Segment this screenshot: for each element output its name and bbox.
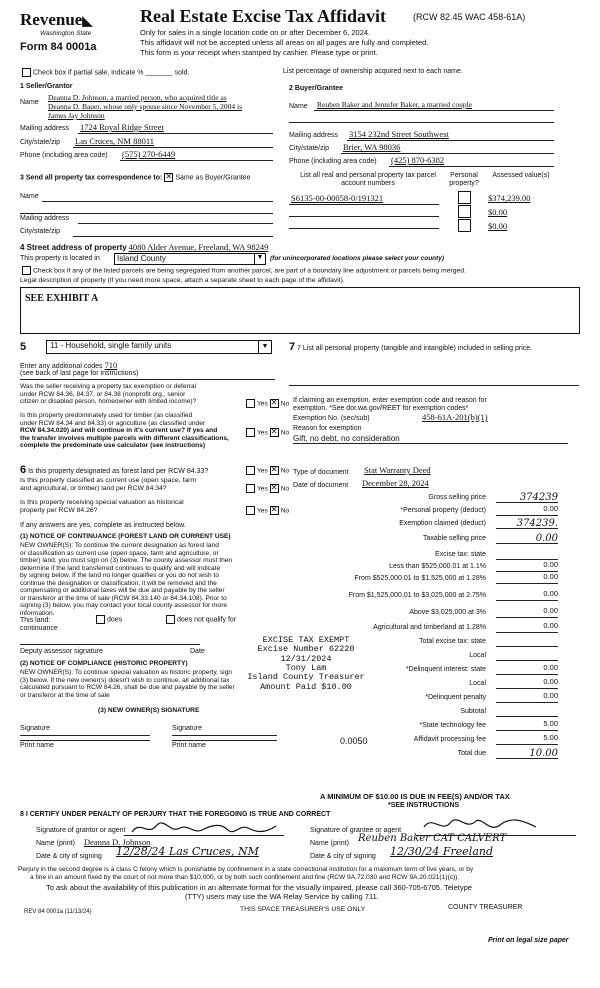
buyer-address[interactable]: 3154 232nd Street Southwest — [349, 129, 449, 139]
stamp-line: Island County Treasurer — [247, 672, 365, 683]
county-treasurer-label: COUNTY TREASURER — [448, 904, 523, 911]
street-address-label: 4 Street address of property — [20, 243, 127, 252]
grantor-name[interactable]: Deanna D. Johnson — [84, 837, 151, 847]
personal-property-checkbox-3[interactable] — [458, 219, 471, 232]
county-value: Island County — [117, 254, 166, 263]
form-title: Real Estate Excise Tax Affidavit — [140, 6, 386, 26]
stamp-line: Amount Paid $10.00 — [260, 681, 352, 692]
corr-city-rule — [73, 236, 273, 237]
calc-row-label: *Personal property (deduct) — [400, 507, 486, 514]
see-instructions: *SEE INSTRUCTIONS — [388, 802, 460, 809]
q1-line1: Was the seller receiving a property tax exemption or deferral — [20, 383, 197, 390]
q1-no-label: No — [280, 400, 290, 408]
reason-value[interactable]: Gift, no debt, no consideration — [293, 434, 400, 443]
q2-yes-checkbox[interactable] — [246, 428, 255, 437]
does-not-label: does not qualify for — [177, 616, 237, 624]
does-label: does — [107, 616, 123, 624]
q3-yes-checkbox[interactable] — [246, 466, 255, 475]
print-name-label-2: Print name — [172, 742, 206, 749]
seller-city-label: City/state/zip — [20, 139, 61, 146]
certify-heading: 8 I CERTIFY UNDER PENALTY OF PERJURY THAT THE FOREGOING IS TRUE AND CORRECT — [20, 811, 331, 818]
q4-yes-label: Yes — [257, 485, 268, 493]
legal-desc-label: Legal description of property (if you need more space, attach a separate sheet to each page of the affidavit). — [20, 277, 345, 284]
deputy-signature-label: Deputy assessor signature — [20, 648, 103, 655]
notice2-line: calculated pursuant to RCW 84.26, shall be due and payable by the seller — [20, 684, 235, 692]
section6-number: 6 — [20, 464, 27, 476]
logo-mark-icon: ◣ — [82, 13, 93, 28]
q2-line4: the transfer involves multiple parcels with different classifications, — [20, 434, 229, 442]
deputy-date-label: Date — [190, 648, 205, 655]
notice2-line: (3) below. If the new owner(s) doesn't wish to continue, all additional tax — [20, 676, 230, 684]
notice1-line: timber) land, you must sign on (3) below. The county assessor must then — [20, 557, 233, 565]
calc-row-rule — [496, 730, 558, 731]
notice2-line: or transferor at the time of sale — [20, 691, 110, 699]
same-as-buyer-label: Same as Buyer/Grantee — [175, 174, 251, 182]
notice1-line: NEW OWNER(S): To continue the current designation as forest land — [20, 542, 219, 549]
calc-row-rule — [496, 502, 558, 503]
calc-row-rule — [496, 600, 558, 601]
seller-heading: 1 Seller/Grantor — [20, 83, 73, 90]
q2-line1: Is this property predominately used for timber (as classified — [20, 412, 193, 419]
timber-question — [20, 412, 229, 450]
historical-line1: Is this property receiving special valuation as historical — [20, 499, 184, 506]
notice1-line: by signing below. If the land no longer qualifies or you do not wish to — [20, 572, 220, 580]
continuance-label: continuance — [20, 625, 58, 632]
form-number: Form 84 0001a — [20, 41, 97, 53]
calc-row-label: Total due — [457, 750, 486, 757]
notice1-line: compensating or additional taxes will be due and payable by the seller — [20, 587, 225, 595]
segregated-row — [20, 266, 466, 275]
calc-row-label: Subtotal — [460, 708, 486, 715]
calc-row-value[interactable]: 374239. — [516, 518, 558, 529]
if-yes-note: If any answers are yes, complete as instructed below. — [20, 522, 186, 529]
calc-row-label: *Delinquent penalty — [425, 694, 486, 701]
grantee-date-label: Date & city of signing — [310, 853, 376, 860]
calc-row-value[interactable]: 0.00 — [543, 677, 558, 686]
stamp-line: EXCISE TAX EXEMPT — [262, 635, 350, 645]
notice1-line: or classification as current use (open space, farm and agriculture, or — [20, 549, 219, 557]
doc-date-value[interactable]: December 28, 2024 — [362, 478, 429, 488]
calc-row-rule — [496, 660, 558, 661]
seller-address-label: Mailing address — [20, 125, 70, 132]
calc-row-rule — [496, 583, 558, 584]
notice1-line: signing (3) below, you may contact your local county assessor for more — [20, 602, 228, 610]
exemption-no-value[interactable]: 458-61A-201(b)(1) — [422, 412, 488, 422]
calc-row-rule — [496, 617, 558, 618]
q2-no-label: No — [280, 429, 290, 437]
buyer-name-label: Name — [289, 103, 308, 110]
ownership-note: List percentage of ownership acquired next to each name. — [283, 68, 463, 75]
signature-label-2: Signature — [172, 725, 202, 732]
assessed-value-3[interactable]: $0.00 — [488, 221, 508, 231]
correspondence-row — [20, 173, 250, 182]
q1-no-checkbox[interactable] — [270, 399, 279, 408]
additional-codes-label: Enter any additional codes — [20, 363, 103, 370]
q4-no-checkbox[interactable] — [270, 484, 279, 493]
calc-row-rule — [496, 702, 558, 703]
segregated-label: Check box if any of the listed parcels are being segregated from another parcel, are part of a boundary line adjustment or parcels being merged. — [33, 267, 466, 275]
grantee-name[interactable]: Reuben Baker CAT CALVERT — [358, 833, 507, 844]
local-rate[interactable]: 0.0050 — [340, 736, 368, 746]
calc-row-label: Taxable selling price — [422, 535, 486, 542]
stamp-line: Excise Number 62220 — [257, 644, 355, 655]
signature-rule-2 — [172, 735, 277, 736]
personal-property-checkbox-2[interactable] — [458, 205, 471, 218]
forest-question — [20, 464, 208, 477]
calc-row-rule — [496, 744, 558, 745]
calc-row-label: Local — [469, 652, 486, 659]
calc-row-value[interactable]: 0.00 — [543, 572, 558, 581]
seller-city-rule — [73, 147, 273, 148]
current-use-line2: and agricultural, or timber) land per RCW 84.34? — [20, 484, 167, 492]
section7-heading-text: 7 List all personal property (tangible and intangible) included in selling price. — [297, 345, 533, 352]
legal-size-note: Print on legal size paper — [488, 937, 569, 944]
exemption-instructions — [293, 397, 487, 413]
calc-row-label: Local — [469, 680, 486, 687]
does-checkbox[interactable] — [96, 615, 105, 624]
partial-sale-checkbox[interactable] — [22, 68, 31, 77]
calc-row-value[interactable]: 0.00 — [535, 533, 558, 544]
q3-no-checkbox[interactable] — [270, 466, 279, 475]
seller-address[interactable]: 1724 Royal Ridge Street — [80, 122, 164, 132]
stamp-line: Tony Lam — [285, 663, 327, 674]
state-label: Washington State — [40, 30, 92, 37]
seller-name-line2[interactable]: Deanna D. Bauer, whose only spouse since November 5, 2004 is — [48, 102, 243, 111]
print-name-label-1: Print name — [20, 742, 54, 749]
notice2-line: NEW OWNER(S): To continue special valuation as historic property, sign — [20, 669, 232, 676]
current-use-question — [20, 477, 196, 493]
doc-type-value[interactable]: Stat Warranty Deed — [364, 465, 431, 475]
street-address-row — [20, 243, 268, 253]
notice1-line: information. — [20, 609, 55, 617]
county-select[interactable] — [114, 253, 266, 265]
seller-name-line1[interactable]: Deanna D. Johnson, a married person, who acquired title as — [48, 93, 227, 102]
buyer-name[interactable]: Reuben Baker and Jennifer Baker, a married couple — [317, 100, 473, 109]
notice2-title: (2) NOTICE OF COMPLIANCE (HISTORIC PROPERTY) — [20, 660, 188, 667]
calc-row-value[interactable]: 0.00 — [543, 621, 558, 630]
calc-row-value[interactable]: 0.00 — [543, 504, 558, 513]
grantor-name-label: Name (print) — [36, 840, 75, 847]
calc-row-value[interactable]: 374239 — [519, 492, 558, 503]
calc-row-value[interactable]: 0.00 — [543, 691, 558, 700]
q1-answers — [244, 399, 289, 408]
parcel-number[interactable]: S6135-00-00058-0/191321 — [291, 193, 384, 203]
unincorporated-note: (for unincorporated locations please select your county) — [270, 255, 445, 262]
calc-row-rule — [496, 688, 558, 689]
reason-rule — [293, 443, 568, 444]
signature-rule-1 — [20, 735, 150, 736]
stamp-line: 12/31/2024 — [280, 653, 332, 664]
perjury-line1: Perjury in the second degree is a class C felony which is punishable by confinement in a state correctional institution for a maximum term of five years, or by — [18, 866, 474, 873]
buyer-phone[interactable]: (425) 870-6382 — [391, 155, 445, 165]
historical-line2: property per RCW 84.26? — [20, 506, 98, 514]
this-land-label: This land: — [20, 617, 51, 624]
county-row — [20, 255, 100, 263]
q3-answers — [244, 466, 289, 475]
buyer-name-rule2 — [289, 122, 554, 123]
q2-answers — [244, 428, 289, 437]
parcel-rule-3 — [289, 228, 439, 229]
q2-line5: complete the predominate use calculator (see instructions) — [20, 442, 206, 450]
personal-property-heading: 7 7 List all personal property (tangible and intangible) included in selling price. — [289, 341, 533, 353]
corr-city-label: City/state/zip — [20, 228, 61, 235]
doc-date-label: Date of document — [293, 482, 349, 489]
calc-row-label: Excise tax: state — [435, 551, 486, 558]
calc-row-rule — [496, 543, 558, 544]
grantor-date-label: Date & city of signing — [36, 853, 102, 860]
q5-no-checkbox[interactable] — [270, 506, 279, 515]
buyer-city[interactable]: Brier, WA 98036 — [343, 142, 401, 152]
q1-yes-checkbox[interactable] — [246, 399, 255, 408]
calc-row-value[interactable]: 10.00 — [529, 748, 558, 759]
seller-city[interactable]: Las Cruces, NM 88011 — [75, 136, 155, 146]
header-line1: Only for sales in a single location code on or after December 6, 2024. — [140, 28, 371, 37]
q1-yes-label: Yes — [257, 400, 268, 408]
calc-row-label: Exemption claimed (deduct) — [399, 520, 486, 527]
legal-description-box[interactable] — [20, 287, 580, 334]
calc-row-value[interactable]: 0.00 — [543, 589, 558, 598]
new-owner-signature-title: (3) NEW OWNER(S) SIGNATURE — [98, 707, 200, 714]
calc-row-rule — [496, 528, 558, 529]
land-use-select[interactable] — [46, 340, 272, 354]
correspondence-heading: 3 Send all property tax correspondence to: — [20, 174, 163, 182]
calc-row-rule — [496, 515, 558, 516]
calc-row-rule — [496, 674, 558, 675]
calc-row-value[interactable]: 0.00 — [543, 606, 558, 615]
seller-phone[interactable]: (575) 270-6449 — [122, 149, 176, 159]
buyer-heading: 2 Buyer/Grantee — [289, 85, 344, 92]
grantor-date[interactable]: 12/28/24 Las Cruces, NM — [116, 845, 259, 858]
q5-yes-checkbox[interactable] — [246, 506, 255, 515]
grantor-sig-label: Signature of grantor or agent — [36, 827, 126, 834]
calc-row-value[interactable]: 5.00 — [543, 719, 558, 728]
grantee-sig-label: Signature of grantee or agent — [310, 827, 402, 834]
calc-row-label: *State technology fee — [419, 722, 486, 729]
header-line3: This form is your receipt when stamped by cashier. Please type or print. — [140, 48, 378, 57]
grantor-signature[interactable] — [130, 818, 280, 842]
chevron-down-icon: ▼ — [254, 254, 265, 264]
corr-name-rule2 — [20, 213, 273, 214]
q4-yes-checkbox[interactable] — [246, 484, 255, 493]
parcels-col-header: List all real and personal property tax parcel account numbers — [300, 172, 436, 188]
notice1-line: or transferor at the time of sale (RCW 84.33.140 or 84.34.108). Prior to — [20, 594, 227, 602]
grantor-sig-rule — [124, 835, 284, 836]
calc-row-label: Affidavit processing fee — [413, 736, 486, 743]
grantee-signature-scribble — [420, 815, 540, 835]
exemption-instr-line2: exemption. *See dor.wa.gov/REET for exemption codes* — [293, 405, 469, 413]
section5-number: 5 — [20, 341, 27, 353]
q5-yes-label: Yes — [257, 507, 268, 515]
corr-name-label: Name — [20, 193, 39, 200]
calc-row-label: From $1,525,000.01 to $3,025,000 at 2.75% — [348, 592, 486, 599]
current-use-line1: Is this property classified as current use (open space, farm — [20, 477, 197, 484]
exemption-question — [20, 383, 196, 406]
assessed-value-1[interactable]: $374,239.00 — [488, 193, 531, 203]
calc-row-label: *Delinquent interest: state — [405, 666, 486, 673]
q2-yes-label: Yes — [257, 429, 268, 437]
does-not-checkbox[interactable] — [166, 615, 175, 624]
calc-row-rule — [496, 758, 558, 759]
personal-property-rule — [289, 385, 579, 386]
land-use-value: 11 - Household, single family units — [50, 341, 172, 350]
notice2-body — [20, 669, 235, 699]
partial-sale-label: Check box if partial sale, indicate % _______ sold. — [33, 69, 190, 77]
grantee-date[interactable]: 12/30/24 Freeland — [390, 845, 494, 858]
calc-row-label: Above $3,025,000 at 3% — [409, 609, 486, 616]
buyer-address-rule — [347, 140, 554, 141]
seller-phone-label: Phone (including area code) — [20, 152, 108, 159]
reason-label: Reason for exemption — [293, 425, 362, 432]
seller-phone-rule — [120, 160, 273, 161]
q4-answers — [244, 484, 289, 493]
buyer-city-label: City/state/zip — [289, 145, 330, 152]
calc-row-value[interactable]: 5.00 — [543, 733, 558, 742]
form-citation: (RCW 82.45 WAC 458-61A) — [413, 12, 526, 22]
parcel-rule-1 — [289, 204, 439, 205]
treasurer-stamp — [236, 636, 376, 692]
corr-name-rule — [42, 201, 273, 202]
parcel-rule-2 — [289, 216, 439, 217]
segregated-checkbox[interactable] — [22, 266, 31, 275]
corr-address-label: Mailing address — [20, 215, 70, 222]
header-line2: This affidavit will not be accepted unless all areas on all pages are fully and completed. — [140, 38, 429, 47]
personal-col-header: Personal property? — [449, 172, 479, 188]
print-name-rule-1 — [20, 740, 150, 741]
buyer-city-rule — [341, 153, 554, 154]
seller-address-rule — [78, 133, 273, 134]
section5-divider — [20, 379, 275, 380]
legal-description: SEE EXHIBIT A — [25, 293, 99, 304]
calc-row-label: Total excise tax: state — [419, 638, 486, 645]
calc-row-rule — [496, 646, 558, 647]
notice1-title: (1) NOTICE OF CONTINUANCE (FOREST LAND OR CURRENT USE) — [20, 533, 231, 540]
does-option — [94, 615, 122, 624]
q5-answers — [244, 506, 289, 515]
notice1-line: determine if the land transferred continues to qualify and will indicate — [20, 564, 221, 572]
seller-name-label: Name — [20, 99, 39, 106]
assessed-col-header: Assessed value(s) — [492, 172, 550, 179]
q2-no-checkbox[interactable] — [270, 428, 279, 437]
see-back-note: (see back of last page for instructions) — [20, 370, 139, 377]
calc-row-label: Less than $525,000.01 at 1.1% — [389, 563, 486, 570]
doc-type-label: Type of document — [293, 469, 349, 476]
deputy-sig-rule — [20, 644, 200, 645]
print-name-rule-2 — [172, 740, 277, 741]
exemption-no-label: Exemption No. (sec/sub) — [293, 415, 370, 422]
signature-label-1: Signature — [20, 725, 50, 732]
notice1-line: continue the designation or classification, it will be removed and the — [20, 579, 217, 587]
buyer-name-rule — [314, 110, 554, 111]
q2-line3: RCW 84.34.020) and will continue in it's current use? If yes and — [20, 427, 218, 435]
historical-question — [20, 499, 184, 515]
q1-line2: under RCW 84.36, 84.37, or 84.38 (nonprofit org., senior — [20, 390, 186, 398]
calc-row-rule — [496, 716, 558, 717]
perjury-line2: a fine in an amount fixed by the court of not more than $10,000, or by both such confinement and fine (RCW 9A.72.030 and RCW 9A.20.021(1)(c)). — [30, 874, 460, 881]
q4-no-label: No — [280, 485, 290, 493]
buyer-address-label: Mailing address — [289, 132, 339, 139]
q3-yes-label: Yes — [257, 467, 268, 475]
street-address[interactable]: 4080 Alder Avenue, Freeland, WA 98249 — [128, 242, 269, 252]
personal-property-checkbox-1[interactable] — [458, 191, 471, 204]
same-as-buyer-checkbox[interactable] — [164, 173, 173, 182]
alt-format-line1: To ask about the availability of this publication in an alternate format for the visually impaired, please call 360-705-6705. Teletype — [46, 883, 472, 892]
exemption-no-row — [293, 415, 370, 423]
revenue-logo: Revenue◣ — [20, 10, 93, 29]
forest-question-text: Is this property designated as forest land per RCW 84.33? — [28, 468, 209, 475]
q5-no-label: No — [280, 507, 290, 515]
treasurer-use-label: THIS SPACE TREASURER'S USE ONLY — [240, 906, 366, 913]
q1-line3: citizen or disabled person, homeowner with limited income)? — [20, 398, 197, 406]
partial-sale-row — [20, 68, 189, 77]
calc-row-label: Gross selling price — [428, 494, 486, 501]
seller-name-line3[interactable]: James Jay Johnson — [48, 111, 105, 120]
exemption-instr-line1: If claiming an exemption, enter exemption code and reason for — [293, 397, 487, 404]
buyer-phone-label: Phone (including area code) — [289, 158, 377, 165]
calc-row-rule — [496, 632, 558, 633]
calc-row-label: Agricultural and timberland at 1.28% — [373, 624, 486, 631]
located-label: This property is located in — [20, 255, 100, 262]
q3-no-label: No — [280, 467, 290, 475]
calc-row-value[interactable]: 0.00 — [543, 663, 558, 672]
chevron-down-icon: ▼ — [258, 341, 271, 353]
corr-address-rule — [78, 223, 273, 224]
minimum-note: A MINIMUM OF $10.00 IS DUE IN FEE(S) AND/OR TAX — [320, 792, 510, 801]
does-not-option — [164, 615, 236, 624]
additional-codes-value[interactable]: 710 — [104, 360, 118, 370]
calc-row-label: From $525,000.01 to $1,525,000 at 1.28% — [354, 575, 486, 582]
calc-row-value[interactable]: 0.00 — [543, 560, 558, 569]
buyer-phone-rule — [389, 166, 554, 167]
grantee-name-label: Name (print) — [310, 840, 349, 847]
assessed-value-2[interactable]: $0.00 — [488, 207, 508, 217]
notice1-body — [20, 542, 232, 617]
alt-format-line2: (TTY) users may use the WA Relay Service by calling 711. — [185, 892, 379, 901]
revision-label: REV 84 0001a (11/13/24) — [24, 909, 92, 915]
q2-line2: under RCW 84.34 and 84.33) or agriculture (as classified under — [20, 419, 206, 427]
